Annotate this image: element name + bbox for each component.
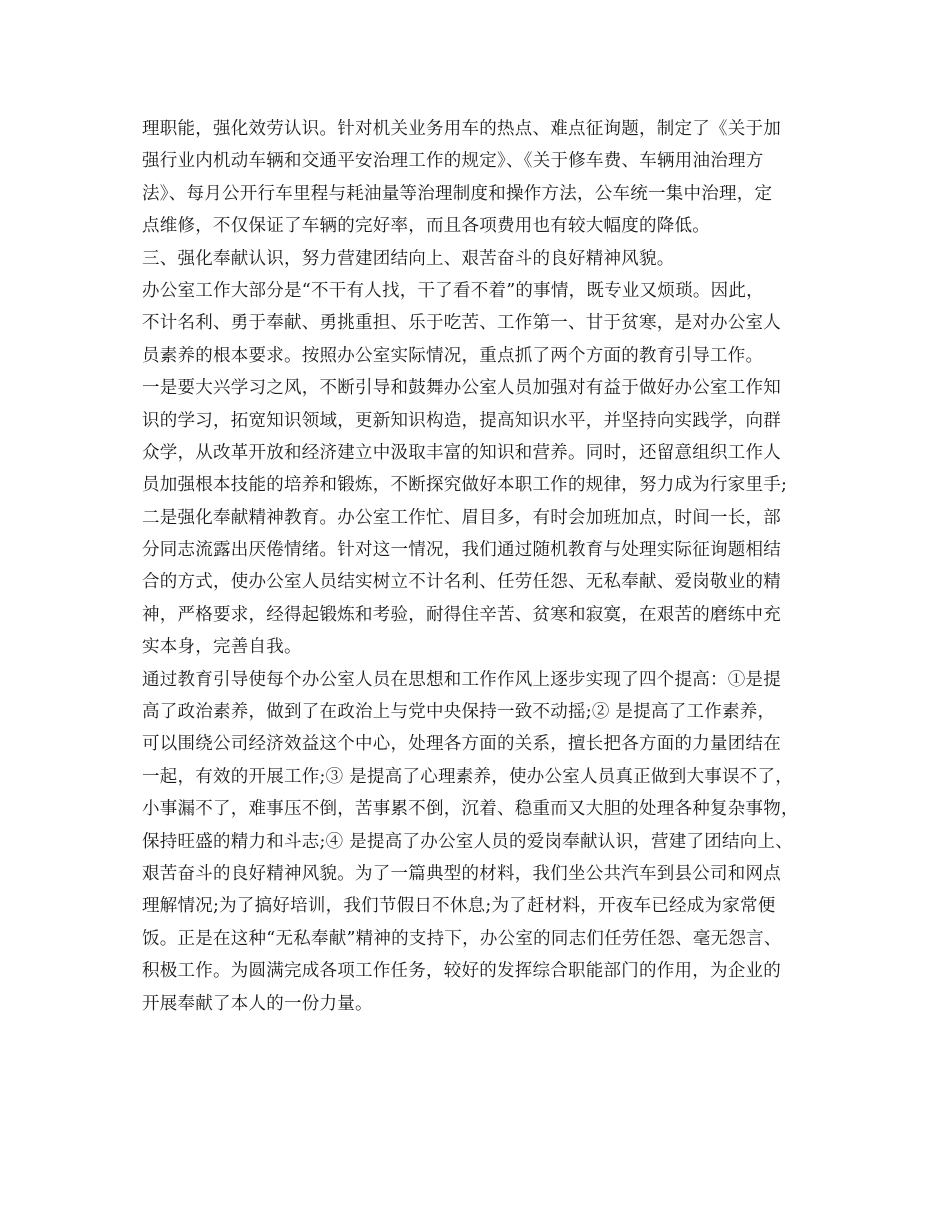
text-line: 二是强化奉献精神教育。办公室工作忙、眉目多，有时会加班加点，时间一长，部 bbox=[142, 507, 781, 528]
text-line: 员加强根本技能的培养和锻炼，不断探究做好本职工作的规律，努力成为行家里手; bbox=[142, 475, 788, 496]
text-line: 合的方式，使办公室人员结实树立不计名利、任劳任怨、无私奉献、爱岗敬业的精 bbox=[142, 572, 781, 593]
text-line: 可以围绕公司经济效益这个中心，处理各方面的关系，擅长把各方面的力量团结在 bbox=[142, 734, 781, 755]
section-heading: 三、强化奉献认识，努力营建团结向上、艰苦奋斗的良好精神风貌。 bbox=[142, 248, 675, 269]
text-line: 高了政治素养，做到了在政治上与党中央保持一致不动摇;② 是提高了工作素养， bbox=[142, 702, 776, 723]
text-line: 饭。正是在这种“无私奉献”精神的支持下，办公室的同志们任劳任怨、毫无怨言、 bbox=[142, 928, 782, 949]
text-line: 一是要大兴学习之风，不断引导和鼓舞办公室人员加强对有益于做好办公室工作知 bbox=[142, 378, 781, 399]
text-line: 员素养的根本要求。按照办公室实际情况，重点抓了两个方面的教育引导工作。 bbox=[142, 345, 764, 366]
text-line: 点维修，不仅保证了车辆的完好率，而且各项费用也有较大幅度的降低。 bbox=[142, 216, 710, 237]
text-line: 小事漏不了，难事压不倒，苦事累不倒，沉着、稳重而又大胆的处理各种复杂事物， bbox=[142, 799, 799, 820]
text-line: 办公室工作大部分是“不干有人找，干了看不着”的事情，既专业又烦琐。因此， bbox=[142, 280, 764, 301]
text-line: 众学，从改革开放和经济建立中汲取丰富的知识和营养。同时，还留意组织工作人 bbox=[142, 442, 781, 463]
text-line: 理职能，强化效劳认识。针对机关业务用车的热点、难点征询题，制定了《关于加 bbox=[142, 119, 781, 139]
text-line: 理解情况;为了搞好培训，我们节假日不休息;为了赶材料，开夜车已经成为家常便 bbox=[142, 896, 776, 917]
text-line: 不计名利、勇于奉献、勇挑重担、乐于吃苦、工作第一、甘于贫寒，是对办公室人 bbox=[142, 313, 781, 334]
text-line: 保持旺盛的精力和斗志;④ 是提高了办公室人员的爱岗奉献认识，营建了团结向上、 bbox=[142, 831, 793, 852]
text-line: 开展奉献了本人的一份力量。 bbox=[142, 993, 373, 1014]
text-line: 通过教育引导使每个办公室人员在思想和工作作风上逐步实现了四个提高：①是提 bbox=[142, 669, 781, 690]
text-line: 艰苦奋斗的良好精神风貌。为了一篇典型的材料，我们坐公共汽车到县公司和网点 bbox=[142, 863, 781, 884]
text-line: 神，严格要求，经得起锻炼和考验，耐得住辛苦、贫寒和寂寞，在艰苦的磨练中充 bbox=[142, 604, 781, 625]
text-line: 强行业内机动车辆和交通平安治理工作的规定》、《关于修车费、车辆用油治理方 bbox=[142, 151, 764, 172]
text-line: 识的学习，拓宽知识领域，更新知识构造，提高知识水平，并坚持向实践学，向群 bbox=[142, 410, 781, 431]
document-body bbox=[142, 113, 822, 1020]
text-line: 实本身，完善自我。 bbox=[142, 637, 302, 658]
text-line: 法》、每月公开行车里程与耗油量等治理制度和操作方法，公车统一集中治理，定 bbox=[142, 183, 773, 204]
text-line: 分同志流露出厌倦情绪。针对这一情况，我们通过随机教育与处理实际征询题相结 bbox=[142, 540, 781, 561]
text-line: 积极工作。为圆满完成各项工作任务，较好的发挥综合职能部门的作用，为企业的 bbox=[142, 961, 781, 982]
text-line: 一起，有效的开展工作;③ 是提高了心理素养，使办公室人员真正做到大事误不了， bbox=[142, 766, 793, 787]
